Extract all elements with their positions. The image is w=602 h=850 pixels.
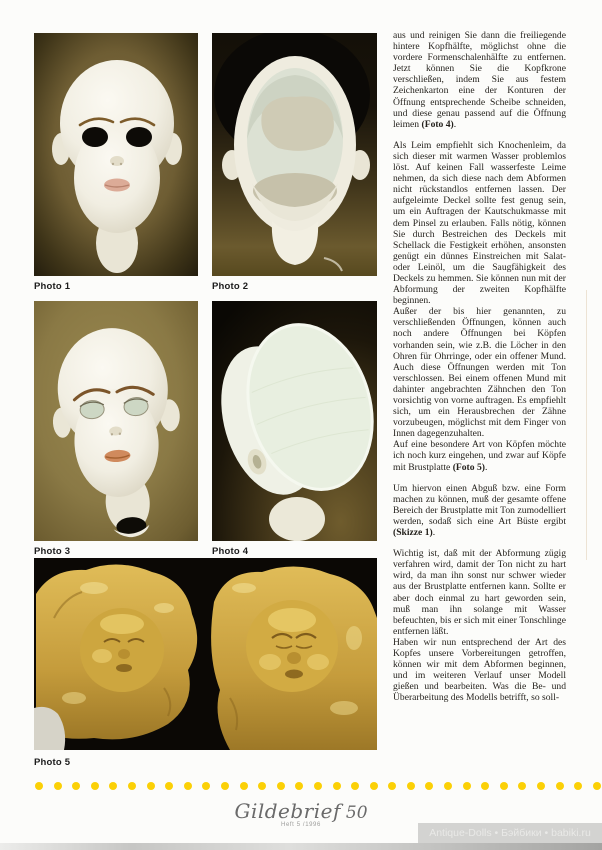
photo-2-image xyxy=(212,33,377,276)
divider-dot xyxy=(370,782,378,790)
divider-dot xyxy=(221,782,229,790)
photo-5-image xyxy=(34,558,377,750)
doll-head-front-illustration xyxy=(34,33,198,276)
divider-dot xyxy=(202,782,210,790)
divider-dot xyxy=(518,782,526,790)
dotted-divider xyxy=(35,782,601,791)
page-edge-shadow xyxy=(0,843,602,850)
divider-dot xyxy=(54,782,62,790)
article-paragraph: Wichtig ist, daß mit der Abformung zügig verfahren wird, damit der Ton nicht zu hart wird, da man ihn sonst nur schwer wieder aus der Brustplatte entfernen kann. Sollte er aber doch einmal zu hart geworden sein, muß man ihn solange mit Wasser befeuchten, bis er sich mit einer Tonschlinge entfernen läßt. xyxy=(393,548,566,637)
divider-dot xyxy=(333,782,341,790)
divider-dot xyxy=(314,782,322,790)
divider-dot xyxy=(425,782,433,790)
divider-dot xyxy=(147,782,155,790)
article-paragraph: Haben wir nun entsprechend der Art des Kopfes unsere Vorbereitungen getroffen, können wir mit dem Abformen beginnen, und im weiteren Verlauf unser Modell gießen und bearbeiten. Was die Be- und Überarbeitung des Modells betrifft, so soll- xyxy=(393,636,566,704)
divider-dot xyxy=(388,782,396,790)
divider-dot xyxy=(295,782,303,790)
divider-dot xyxy=(35,782,43,790)
divider-dot xyxy=(109,782,117,790)
divider-dot xyxy=(463,782,471,790)
divider-dot xyxy=(91,782,99,790)
divider-dot xyxy=(351,782,359,790)
photo-4-caption: Photo 4 xyxy=(212,546,249,557)
photo-1-caption: Photo 1 xyxy=(34,281,71,292)
magazine-title: Gildebrief xyxy=(234,799,341,823)
divider-dot xyxy=(574,782,582,790)
photo-2-caption: Photo 2 xyxy=(212,281,249,292)
watermark-text: Antique-Dolls • Бэйбики • babiki.ru xyxy=(418,823,602,844)
plaster-mold-halves-illustration xyxy=(34,558,377,750)
divider-dot xyxy=(165,782,173,790)
page-fold-artifact xyxy=(586,290,587,560)
divider-dot xyxy=(128,782,136,790)
doll-head-hollow-back-illustration xyxy=(212,33,377,276)
divider-dot xyxy=(593,782,601,790)
doll-head-sealed-disc-illustration xyxy=(212,301,377,541)
article-paragraph: aus und reinigen Sie dann die freiliegende hintere Kopfhälfte, möglichst ohne die vordere Formenschalenhälfte zu entfernen. Jetzt können Sie die Kopfkrone verschließen, indem Sie aus festem Zeichenkarton eine der Konturen der Öffnung entsprechende Scheibe schneiden, und diese genau passend auf die Öffnung leimen (Foto 4). xyxy=(393,30,566,130)
article-paragraph: Außer der bis hier genannten, zu verschließenden Öffnungen, können auch noch andere Öffnungen bei Köpfen vorhanden sein, wie z.B. die Löcher in den Ohren für Ohrringe, oder ein offener Mund. Auch diese Öffnungen werden mit Ton verschlossen. Bei einem offenen Mund mit dahinter angebrachten Zähnchen den Ton vorsichtig von vorne auftragen. Es empfiehlt sich, um ein Herausbrechen der Zähne vorzubeugen, möglichst mit dem Finger von Innen dagegenzuhalten. xyxy=(393,306,566,440)
divider-dot xyxy=(72,782,80,790)
divider-dot xyxy=(277,782,285,790)
photo-1-image xyxy=(34,33,198,276)
divider-dot xyxy=(556,782,564,790)
divider-dot xyxy=(184,782,192,790)
divider-dot xyxy=(537,782,545,790)
article-text-column xyxy=(393,30,566,703)
photo-3-image xyxy=(34,301,198,541)
divider-dot xyxy=(481,782,489,790)
divider-dot xyxy=(407,782,415,790)
divider-dot xyxy=(240,782,248,790)
divider-dot xyxy=(444,782,452,790)
doll-head-with-eyes-illustration xyxy=(34,301,198,541)
divider-dot xyxy=(500,782,508,790)
article-paragraph: Als Leim empfiehlt sich Knochenleim, da sich dieser mit warmen Wasser problemlos löst. Auf keinen Fall wasserfeste Leime nehmen, da sich diese nach dem Abformen nicht rückstandlos entfernen lassen. Der aufgeleimte Deckel sollte fest genug sein, um ein Auftragen der Kautschukmasse mit dem Pinsel zu erlauben. Falls nötig, können Sie durch Bestreichen des Deckels mit Schellack die Festigkeit erhöhen, ansonsten genügt ein dünnes Einstreichen mit Salat- oder Leinöl, um die Saugfähigkeit des Deckels zu hemmen. Sie können nun mit der Abformung der zweiten Kopfhälfte beginnen. xyxy=(393,139,566,307)
photo-4-image xyxy=(212,301,377,541)
magazine-issue-number: 50 xyxy=(345,803,368,823)
divider-dot xyxy=(258,782,266,790)
photo-5-caption: Photo 5 xyxy=(34,757,71,768)
photo-3-caption: Photo 3 xyxy=(34,546,71,557)
magazine-issue-line: Heft 5 /1996 xyxy=(281,822,321,828)
article-paragraph: Auf eine besondere Art von Köpfen möchte ich noch kurz eingehen, und zwar auf Köpfe mit Brustplatte (Foto 5). xyxy=(393,439,566,473)
article-paragraph: Um hiervon einen Abguß bzw. eine Form machen zu können, muß der gesamte offene Bereich der Brustplatte mit Ton zumodelliert werden, sodaß sich eine Art Büste ergibt (Skizze 1). xyxy=(393,482,566,539)
